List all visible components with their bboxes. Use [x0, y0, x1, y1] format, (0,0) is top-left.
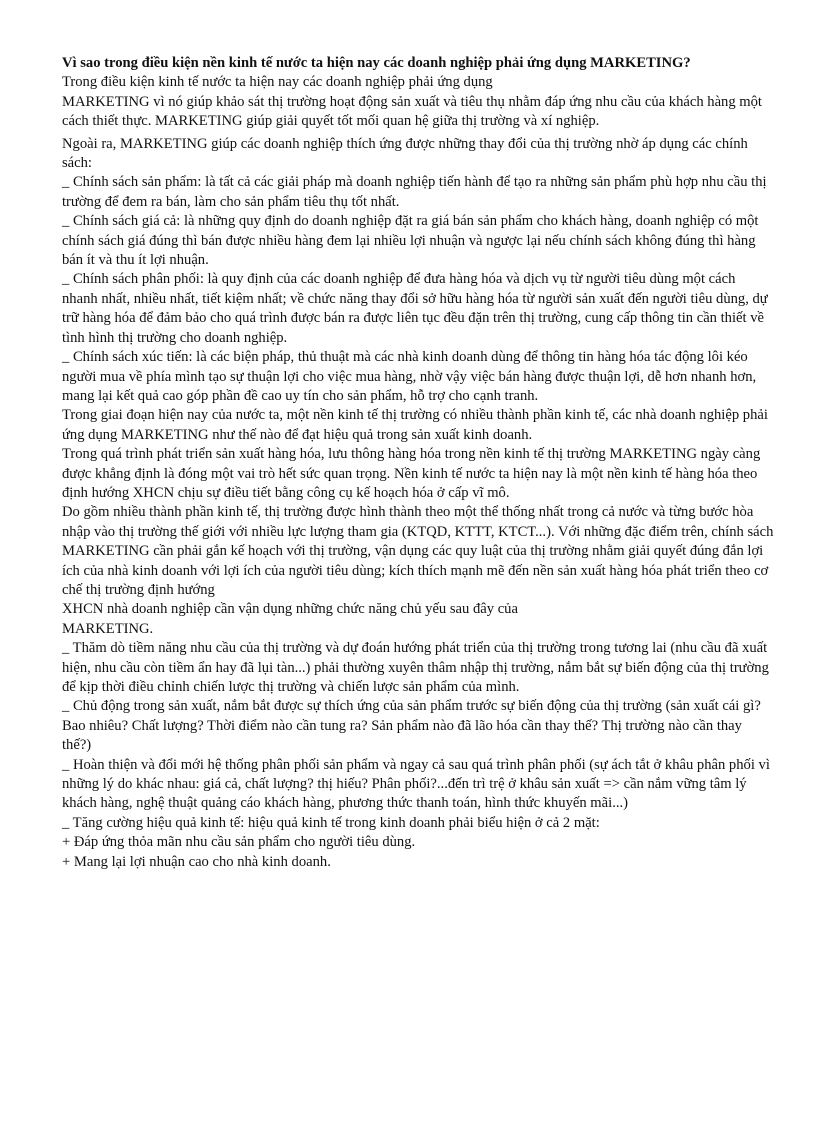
- intro-paragraph-3: Ngoài ra, MARKETING giúp các doanh nghiệp thích ứng được những thay đổi của thị trường nhờ áp dụng các chính sách:: [62, 135, 748, 172]
- policy-promotion: _ Chính sách xúc tiến: là các biện pháp, thủ thuật mà các nhà kinh doanh dùng để thông tin hàng hóa tác động lôi kéo người mua về phía mình tạo sự thuận lợi cho việc mua hàng, nhờ vậy việc bán hàng được thuận lợi, dễ hơn nhanh hơn, mang lại kết quả cao góp phần đề cao uy tín cho sản phẩm, hỗ trợ cho cạnh tranh.: [62, 349, 757, 404]
- intro-paragraph-2: MARKETING vì nó giúp khảo sát thị trường hoạt động sản xuất và tiêu thụ nhằm đáp ứng nhu cầu của khách hàng một cách thiết thực. MARKETING giúp giải quyết tốt mối quan hệ giữa thị trường và xí nghiệp.: [62, 93, 762, 130]
- function-distribution-improvement: _ Hoàn thiện và đổi mới hệ thống phân phối sản phẩm và ngay cả sau quá trình phân phối (sự ách tắt ở khâu phân phối vì những lý do khác nhau: giá cả, chất lượng? thị hiếu? Phân phối?...đến trì trệ ở khâu sản xuất => cần nắm vững tâm lý khách hàng, nghệ thuật quảng cáo khách hàng, phương thức thanh toán, hình thức khuyến mãi...): [62, 756, 770, 812]
- document-page: [62, 54, 774, 872]
- efficiency-point-consumer: + Đáp ứng thỏa mãn nhu cầu sản phẩm cho người tiêu dùng.: [62, 834, 416, 851]
- policy-product: _ Chính sách sản phẩm: là tất cả các giải pháp mà doanh nghiệp tiến hành để tạo ra những sản phẩm phù hợp nhu cầu thị trường để đem ra bán, làm cho sản phẩm tiêu thụ tốt nhất.: [62, 174, 767, 210]
- context-paragraph-5: MARKETING.: [62, 620, 154, 637]
- efficiency-point-profit: + Mang lại lợi nhuận cao cho nhà kinh doanh.: [62, 853, 331, 870]
- intro-paragraph-1: Trong điều kiện kinh tế nước ta hiện nay các doanh nghiệp phải ứng dụng: [62, 74, 493, 91]
- context-paragraph-4: XHCN nhà doanh nghiệp cần vận dụng những chức năng chủ yếu sau đây của: [62, 601, 518, 618]
- context-paragraph-3: Do gồm nhiều thành phần kinh tế, thị trường được hình thành theo một thể thống nhất trong cả nước và từng bước hòa nhập vào thị trường thế giới với nhiều lực lượng tham gia (KTQD, KTTT, KTCT...). Với những đặc điểm trên, chính sách MARKETING cần phải gắn kế hoạch với thị trường, vận dụng các quy luật của thị trường nhằm giải quyết đúng đắn lợi ích của nhà kinh doanh với lợi ích của người tiêu dùng; kích thích mạnh mẽ đến nền sản xuất hàng hóa phát triển theo cơ chế thị trường định hướng: [62, 504, 774, 598]
- policy-price: _ Chính sách giá cả: là những quy định do doanh nghiệp đặt ra giá bán sản phẩm cho khách hàng, doanh nghiệp có một chính sách giá đúng thì bán được nhiều hàng đem lại nhiều lợi nhuận và ngược lại nếu chính sách không đúng thì hàng bán ít và thu ít lợi nhuận.: [62, 213, 759, 269]
- context-paragraph-1: Trong giai đoạn hiện nay của nước ta, một nền kinh tế thị trường có nhiều thành phần kinh tế, các nhà doanh nghiệp phải ứng dụng MARKETING như thế nào để đạt hiệu quả trong sản xuất kinh doanh.: [62, 407, 768, 443]
- policy-distribution: _ Chính sách phân phối: là quy định của các doanh nghiệp để đưa hàng hóa và dịch vụ từ người tiêu dùng một cách nhanh nhất, nhiều nhất, tiết kiệm nhất; về chức năng thay đổi sở hữu hàng hóa từ người sản xuất đến người tiêu dùng, dự trữ hàng hóa để đảm bảo cho quá trình được bán ra được liên tục đều đặn trên thị trường, cung cấp thông tin cần thiết về tình hình thị trường cho doanh nghiệp.: [62, 271, 768, 346]
- function-proactive-production: _ Chủ động trong sản xuất, nắm bắt được sự thích ứng của sản phẩm trước sự biến động của thị trường (sản xuất cái gì? Bao nhiêu? Chất lượng? Thời điểm nào cần tung ra? Sản phẩm nào đã lão hóa cần thay thế? Thị trường nào cần thay thế?): [62, 698, 761, 754]
- context-paragraph-2: Trong quá trình phát triển sản xuất hàng hóa, lưu thông hàng hóa trong nền kinh tế thị trường MARKETING ngày càng được khẳng định là đóng một vai trò hết sức quan trọng. Nền kinh tế nước ta hiện nay là một nền kinh tế hàng hóa theo định hướng XHCN chịu sự điều tiết bằng công cụ kế hoạch hóa ở cấp vĩ mô.: [62, 446, 761, 501]
- document-title: Vì sao trong điều kiện nền kinh tế nước ta hiện nay các doanh nghiệp phải ứng dụng MARKETING?: [62, 55, 691, 71]
- function-economic-efficiency: _ Tăng cường hiệu quả kinh tế: hiệu quả kinh tế trong kinh doanh phải biểu hiện ở cả 2 mặt:: [62, 814, 600, 831]
- function-market-research: _ Thăm dò tiềm năng nhu cầu của thị trường và dự đoán hướng phát triển của thị trường trong tương lai (nhu cầu đã xuất hiện, nhu cầu còn tiềm ẩn hay đã lụi tàn...) phải thường xuyên thâm nhập thị trường, nắm bắt sự biến động của thị trường để kịp thời điều chỉnh chiến lược thị trường và chiến lược sản phẩm của mình.: [62, 640, 769, 695]
